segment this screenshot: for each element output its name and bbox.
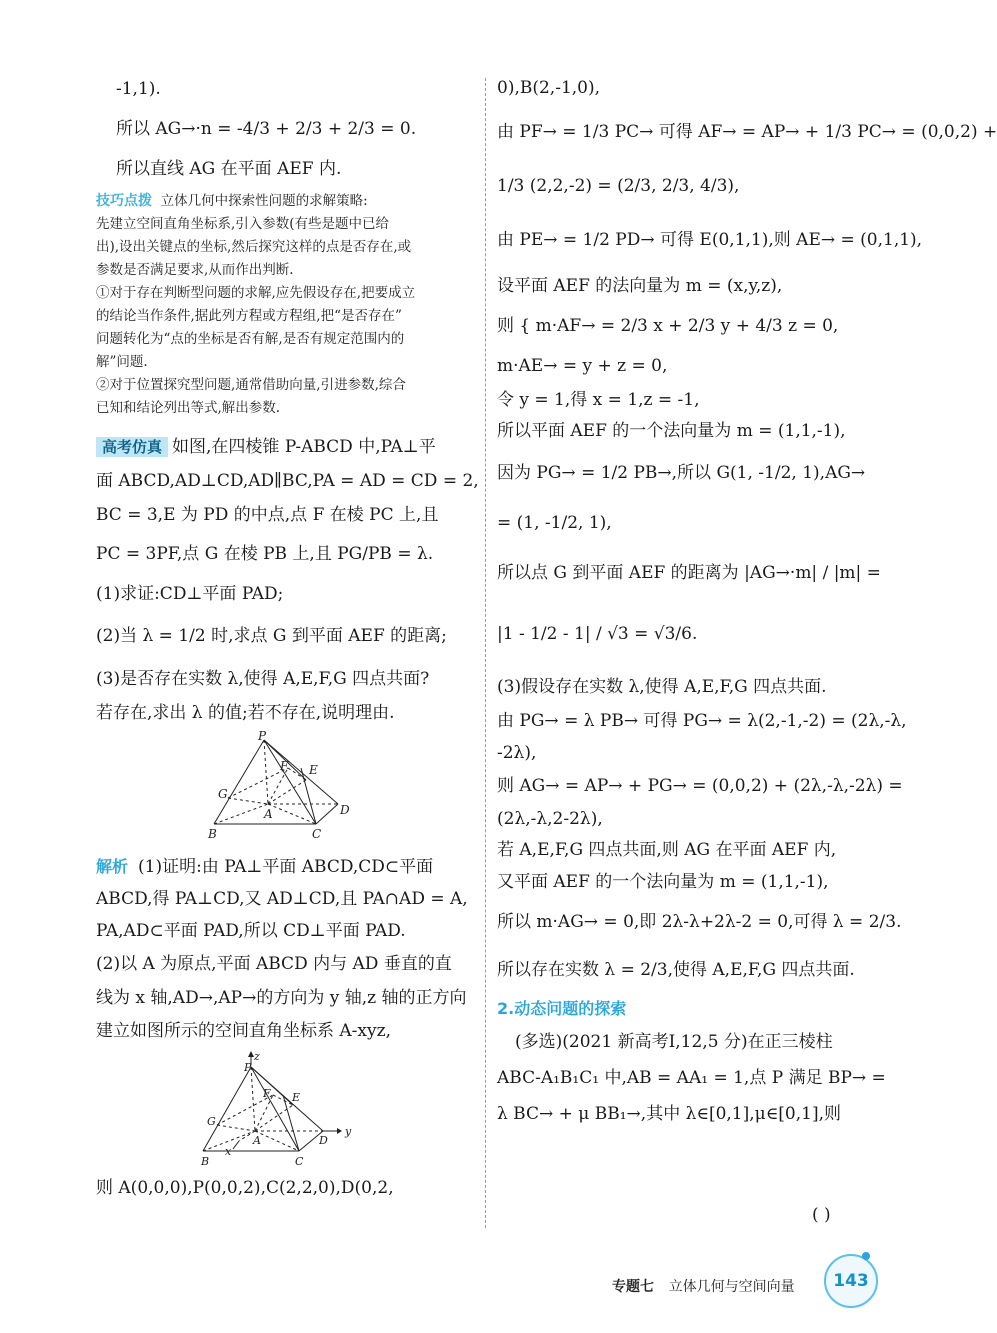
tip-line: 先建立空间直角坐标系,引入参数(有些是题中已给 — [96, 216, 390, 232]
answer-paren: ( ) — [812, 1205, 831, 1225]
figure-label: D — [319, 1134, 328, 1147]
column-divider — [485, 78, 486, 1228]
question-line: λ BC→ + μ BB₁→,其中 λ∈[0,1],μ∈[0,1],则 — [497, 1104, 841, 1124]
solution-label: 解析 — [96, 857, 129, 876]
chapter-label: 专题七 — [612, 1279, 654, 1295]
tip-line: 立体几何中探索性问题的求解策略: — [160, 193, 368, 209]
exam-badge: 高考仿真 — [96, 437, 168, 457]
question-line: (多选)(2021 新高考Ⅰ,12,5 分)在正三棱柱 — [515, 1032, 833, 1052]
page-footer — [612, 1276, 795, 1296]
figure-label: F — [263, 1087, 271, 1100]
figure-label: x — [225, 1145, 232, 1158]
figure-label: A — [264, 807, 273, 821]
pyramid-figure — [206, 729, 366, 847]
chapter-title: 立体几何与空间向量 — [668, 1279, 795, 1295]
solution-line: 设平面 AEF 的法向量为 m = (x,y,z), — [497, 276, 783, 296]
solution-line: 0),B(2,-1,0), — [497, 78, 601, 98]
solution-line: 建立如图所示的空间直角坐标系 A-xyz, — [96, 1021, 391, 1041]
solution-line: 所以点 G 到平面 AEF 的距离为 |AG→·m| / |m| = — [497, 563, 881, 583]
tip-title: 技巧点拨 — [96, 193, 152, 209]
solution-line: 则 A(0,0,0),P(0,0,2),C(2,2,0),D(0,2, — [96, 1178, 394, 1198]
solution-line: 因为 PG→ = 1/2 PB→,所以 G(1, -1/2, 1),AG→ — [497, 463, 866, 483]
solution-line: 所以平面 AEF 的一个法向量为 m = (1,1,-1), — [497, 421, 846, 441]
tip-line: 参数是否满足要求,从而作出判断. — [96, 262, 294, 278]
solution-line: 线为 x 轴,AD→,AP→的方向为 y 轴,z 轴的正方向 — [96, 988, 467, 1008]
figure-label: C — [312, 827, 322, 841]
solution-line: m·AE→ = y + z = 0, — [497, 356, 668, 376]
problem-line: (2)当 λ = 1/2 时,求点 G 到平面 AEF 的距离; — [96, 626, 447, 646]
right-column — [497, 70, 997, 1132]
solution-line: 所以 m·AG→ = 0,即 2λ-λ+2λ-2 = 0,可得 λ = 2/3. — [497, 912, 902, 932]
text-line: 所以 AG→·n = -4/3 + 2/3 + 2/3 = 0. — [116, 119, 417, 139]
left-column — [96, 70, 479, 1203]
tip-line: 已知和结论列出等式,解出参数. — [96, 400, 281, 416]
figure-label: C — [295, 1155, 304, 1168]
figure-label: G — [218, 787, 228, 801]
solution-line: 则 AG→ = AP→ + PG→ = (0,0,2) + (2λ,-λ,-2λ) = — [497, 776, 903, 796]
problem-line: 面 ABCD,AD⊥CD,AD∥BC,PA = AD = CD = 2, — [96, 471, 479, 491]
figure-label: D — [340, 803, 350, 817]
problem-line: PC = 3PF,点 G 在棱 PB 上,且 PG/PB = λ. — [96, 544, 434, 564]
solution-line: 1/3 (2,2,-2) = (2/3, 2/3, 4/3), — [497, 176, 740, 196]
solution-line: (2λ,-λ,2-2λ), — [497, 809, 603, 829]
section-title: 2.动态问题的探索 — [497, 999, 627, 1018]
figure-label: E — [292, 1091, 301, 1104]
figure-label: F — [280, 759, 289, 773]
tip-box — [96, 190, 476, 420]
figure-label: y — [345, 1125, 352, 1138]
solution-line: 若 A,E,F,G 四点共面,则 AG 在平面 AEF 内, — [497, 840, 837, 860]
figure-label: B — [208, 827, 217, 841]
solution-line: 由 PE→ = 1/2 PD→ 可得 E(0,1,1),则 AE→ = (0,1,1), — [497, 230, 923, 250]
solution-line: (3)假设存在实数 λ,使得 A,E,F,G 四点共面. — [497, 677, 827, 697]
figure-label: z — [254, 1050, 260, 1063]
page-number: 143 — [824, 1254, 878, 1308]
text-line: -1,1). — [116, 79, 161, 99]
solution-line: 令 y = 1,得 x = 1,z = -1, — [497, 390, 700, 410]
solution-line: (1)证明:由 PA⊥平面 ABCD,CD⊂平面 — [138, 857, 434, 877]
decor-dot — [862, 1252, 870, 1260]
problem-line: 如图,在四棱锥 P-ABCD 中,PA⊥平 — [172, 437, 436, 457]
tip-line: 的结论当作条件,据此列方程或方程组,把“是否存在” — [96, 308, 402, 324]
tip-line: 出),设出关键点的坐标,然后探究这样的点是否存在,或 — [96, 239, 412, 255]
problem-line: 若存在,求出 λ 的值;若不存在,说明理由. — [96, 703, 395, 723]
figure-label: A — [253, 1134, 261, 1147]
solution-line: -2λ), — [497, 743, 537, 763]
solution-line: 由 PF→ = 1/3 PC→ 可得 AF→ = AP→ + 1/3 PC→ = (0,0,2) + — [497, 122, 997, 142]
solution-line: 则 { m·AF→ = 2/3 x + 2/3 y + 4/3 z = 0, — [497, 316, 839, 336]
solution-line: 所以存在实数 λ = 2/3,使得 A,E,F,G 四点共面. — [497, 960, 855, 980]
figure-label: E — [309, 763, 318, 777]
text-line: 所以直线 AG 在平面 AEF 内. — [116, 159, 342, 179]
solution-line: 由 PG→ = λ PB→ 可得 PG→ = λ(2,-1,-2) = (2λ,-λ, — [497, 711, 907, 731]
figure-label: P — [258, 729, 267, 743]
problem-line: (1)求证:CD⊥平面 PAD; — [96, 584, 284, 604]
solution-line: ABCD,得 PA⊥CD,又 AD⊥CD,且 PA∩AD = A, — [96, 889, 468, 909]
solution-line: = (1, -1/2, 1), — [497, 513, 612, 533]
solution-line: (2)以 A 为原点,平面 ABCD 内与 AD 垂直的直 — [96, 954, 452, 974]
solution-line: PA,AD⊂平面 PAD,所以 CD⊥平面 PAD. — [96, 921, 406, 941]
tip-line: 问题转化为“点的坐标是否有解,是否有规定范围内的 — [96, 331, 405, 347]
solution-line: 又平面 AEF 的一个法向量为 m = (1,1,-1), — [497, 872, 829, 892]
figure-label: P — [244, 1061, 252, 1074]
tip-line: 解”问题. — [96, 354, 148, 370]
figure-label: B — [201, 1155, 210, 1168]
problem — [96, 430, 479, 728]
tip-line: ①对于存在判断型问题的求解,应先假设存在,把要成立 — [96, 285, 416, 301]
question-line: ABC-A₁B₁C₁ 中,AB = AA₁ = 1,点 P 满足 BP→ = — [497, 1068, 886, 1088]
problem-line: (3)是否存在实数 λ,使得 A,E,F,G 四点共面? — [96, 669, 430, 689]
coordinate-figure — [201, 1051, 371, 1169]
figure-label: G — [207, 1115, 216, 1128]
tip-line: ②对于位置探究型问题,通常借助向量,引进参数,综合 — [96, 377, 406, 393]
solution — [96, 851, 476, 1047]
solution-line: |1 - 1/2 - 1| / √3 = √3/6. — [497, 624, 698, 644]
problem-line: BC = 3,E 为 PD 的中点,点 F 在棱 PC 上,且 — [96, 505, 439, 525]
